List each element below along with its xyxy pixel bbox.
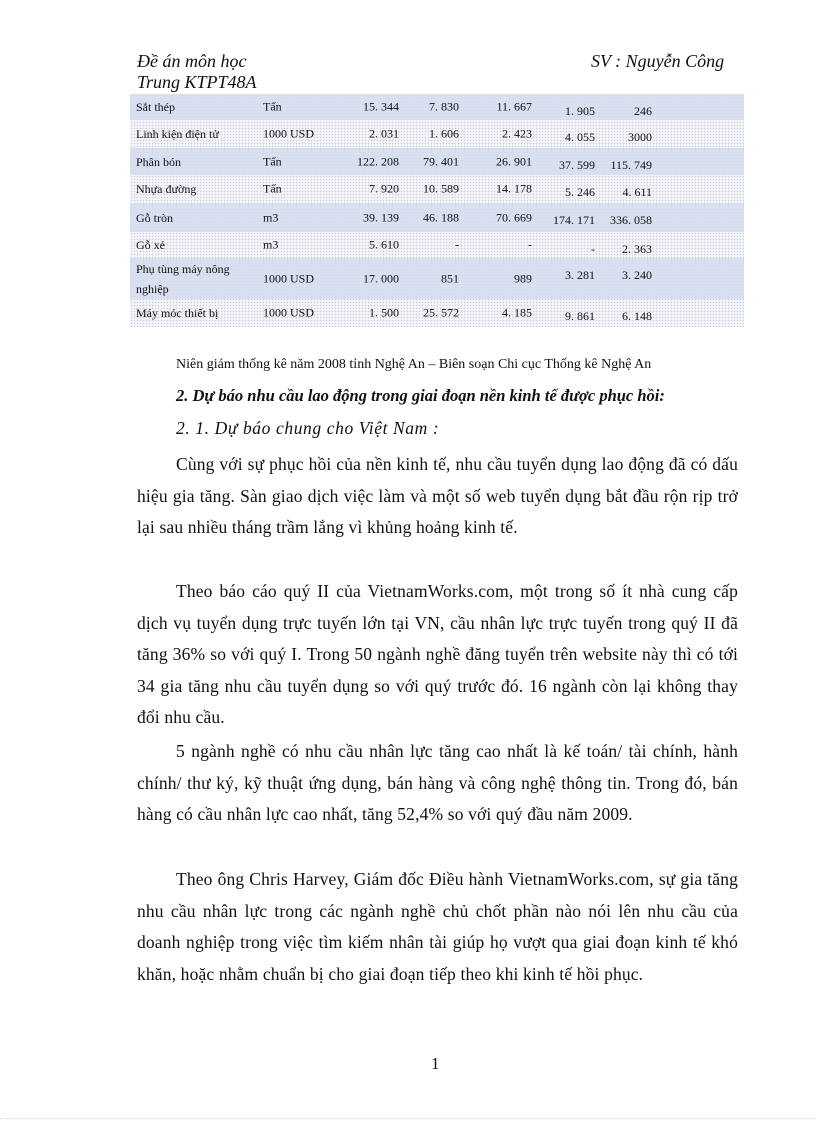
table-cell-item: Phụ tùng máy nông nghiệp xyxy=(136,261,230,296)
table-cell-value: 3000 xyxy=(628,130,652,144)
paragraph: Cùng với sự phục hồi của nền kinh tế, nhu cầu tuyển dụng lao động đã có dấu hiệu gia tăng. Sàn giao dịch việc làm và một số web tuyển dụng bắt đầu rộn rịp trở lại sau nhiều tháng trầm lắng vì khủng hoảng kinh tế. xyxy=(137,454,738,537)
table-row xyxy=(130,148,744,175)
table-cell-value: 10. 589 xyxy=(423,181,459,196)
import-statistics-table xyxy=(130,94,744,327)
table-cell-value: 1. 606 xyxy=(429,126,459,141)
table-cell-unit: Tấn xyxy=(263,99,282,114)
table-cell-item: Gỗ xẻ xyxy=(136,238,165,252)
table-row xyxy=(130,94,744,120)
table-cell-item: Linh kiện điện tử xyxy=(136,127,219,141)
table-cell-value: 851 xyxy=(441,271,459,285)
table-cell-value: 15. 344 xyxy=(363,99,399,114)
table-cell-value: 39. 139 xyxy=(363,210,399,224)
header-student-name: SV : Nguyễn Công xyxy=(591,51,725,71)
table-cell-unit: 1000 USD xyxy=(263,126,315,141)
table-cell-value: 336. 058 xyxy=(610,213,652,227)
page-bottom-rule xyxy=(0,1118,816,1119)
table-cell-item: Nhựa đường xyxy=(136,182,197,196)
header-class-code: Trung KTPT48A xyxy=(137,72,257,92)
table-cell-value: 115. 749 xyxy=(610,158,652,172)
table-cell-item: Máy móc thiết bị xyxy=(136,306,219,320)
section-heading: 2. Dự báo nhu cầu lao động trong giai đoạn nền kinh tế được phục hồi: xyxy=(176,386,665,405)
table-cell-value: 14. 178 xyxy=(496,181,532,196)
table-cell-value: 2. 031 xyxy=(369,126,399,141)
table-cell-value: 7. 830 xyxy=(429,99,459,114)
paragraph: 5 ngành nghề có nhu cầu nhân lực tăng cao nhất là kế toán/ tài chính, hành chính/ thư ký, kỹ thuật ứng dụng, bán hàng và công nghệ thông tin. Trong đó, bán hàng có cầu nhân lực cao nhất, tăng 52,4% so với quý đầu năm 2009. xyxy=(137,741,738,824)
subsection-heading: 2. 1. Dự báo chung cho Việt Nam : xyxy=(176,418,440,438)
table-cell-value: 17. 000 xyxy=(363,271,399,285)
table-row xyxy=(130,299,744,327)
table-cell-value: 4. 185 xyxy=(502,305,532,320)
table-row xyxy=(130,203,744,232)
table-row xyxy=(130,232,744,258)
table-cell-value: - xyxy=(455,237,459,252)
page-number: 1 xyxy=(431,1054,440,1073)
paragraph: Theo ông Chris Harvey, Giám đốc Điều hành VietnamWorks.com, sự gia tăng nhu cầu nhân lực trong các ngành nghề chủ chốt phần nào nói lên nhu cầu của doanh nghiệp trong việc tìm kiếm nhân tài giúp họ vượt qua giai đoạn kinh tế khó khăn, hoặc nhằm chuẩn bị cho giai đoạn tiếp theo khi kinh tế hồi phục. xyxy=(137,869,738,984)
table-cell-value: 246 xyxy=(634,104,652,118)
table-cell-value: - xyxy=(591,242,595,256)
table-cell-unit: Tấn xyxy=(263,181,282,196)
table-cell-unit: 1000 USD xyxy=(263,305,315,320)
table-row xyxy=(130,120,744,148)
table-cell-item: Phân bón xyxy=(136,154,181,169)
table-cell-value: 174. 171 xyxy=(553,213,595,227)
table-cell-value: 3. 240 xyxy=(622,268,652,282)
table-cell-value: 70. 669 xyxy=(496,210,532,224)
table-cell-value: 3. 281 xyxy=(565,268,595,282)
table-cell-value: 37. 599 xyxy=(559,158,595,172)
table-cell-value: 4. 611 xyxy=(622,185,652,199)
table-cell-value: 25. 572 xyxy=(423,305,459,320)
table-cell-value: 5. 610 xyxy=(369,237,399,252)
table-cell-value: 26. 901 xyxy=(496,154,532,168)
table-cell-value: 9. 861 xyxy=(565,309,595,323)
table-cell-value: 4. 055 xyxy=(565,130,595,144)
table-cell-unit: 1000 USD xyxy=(263,271,315,285)
paragraph: Theo báo cáo quý II của VietnamWorks.com, một trong số ít nhà cung cấp dịch vụ tuyển dụng trực tuyến lớn tại VN, cầu nhân lực trực tuyến trong quý II đã tăng 36% so với quý I. Trong 50 ngành nghề đăng tuyển trên website này thì có tới 34 gia tăng nhu cầu tuyển dụng so với quý trước đó. 16 ngành còn lại không thay đổi nhu cầu. xyxy=(137,581,738,727)
table-cell-value: 5. 246 xyxy=(565,185,595,199)
table-cell-unit: m3 xyxy=(263,237,279,252)
table-cell-value: 6. 148 xyxy=(622,309,652,323)
table-cell-value: 79. 401 xyxy=(423,154,459,168)
table-cell-value: 2. 423 xyxy=(502,126,532,141)
table-cell-value: 1. 500 xyxy=(369,305,399,320)
table-source-note: Niên giám thống kê năm 2008 tỉnh Nghệ An – Biên soạn Chi cục Thống kê Nghệ An xyxy=(176,357,652,372)
table-row xyxy=(130,175,744,203)
table-cell-unit: m3 xyxy=(263,210,279,224)
header-course-title: Đề án môn học xyxy=(137,51,247,71)
table-row xyxy=(130,258,744,299)
table-cell-value: 1. 905 xyxy=(565,104,595,118)
table-cell-value: 46. 188 xyxy=(423,210,459,224)
table-cell-item: Sắt thép xyxy=(136,100,175,114)
table-cell-value: 122. 208 xyxy=(357,154,399,168)
table-cell-value: 7. 920 xyxy=(369,181,399,196)
table-cell-value: 2. 363 xyxy=(622,242,652,256)
table-cell-unit: Tấn xyxy=(263,154,282,168)
table-cell-value: 989 xyxy=(514,271,532,285)
table-cell-value: 11. 667 xyxy=(496,99,532,114)
table-cell-value: - xyxy=(528,237,532,252)
table-cell-item: Gỗ tròn xyxy=(136,210,173,225)
